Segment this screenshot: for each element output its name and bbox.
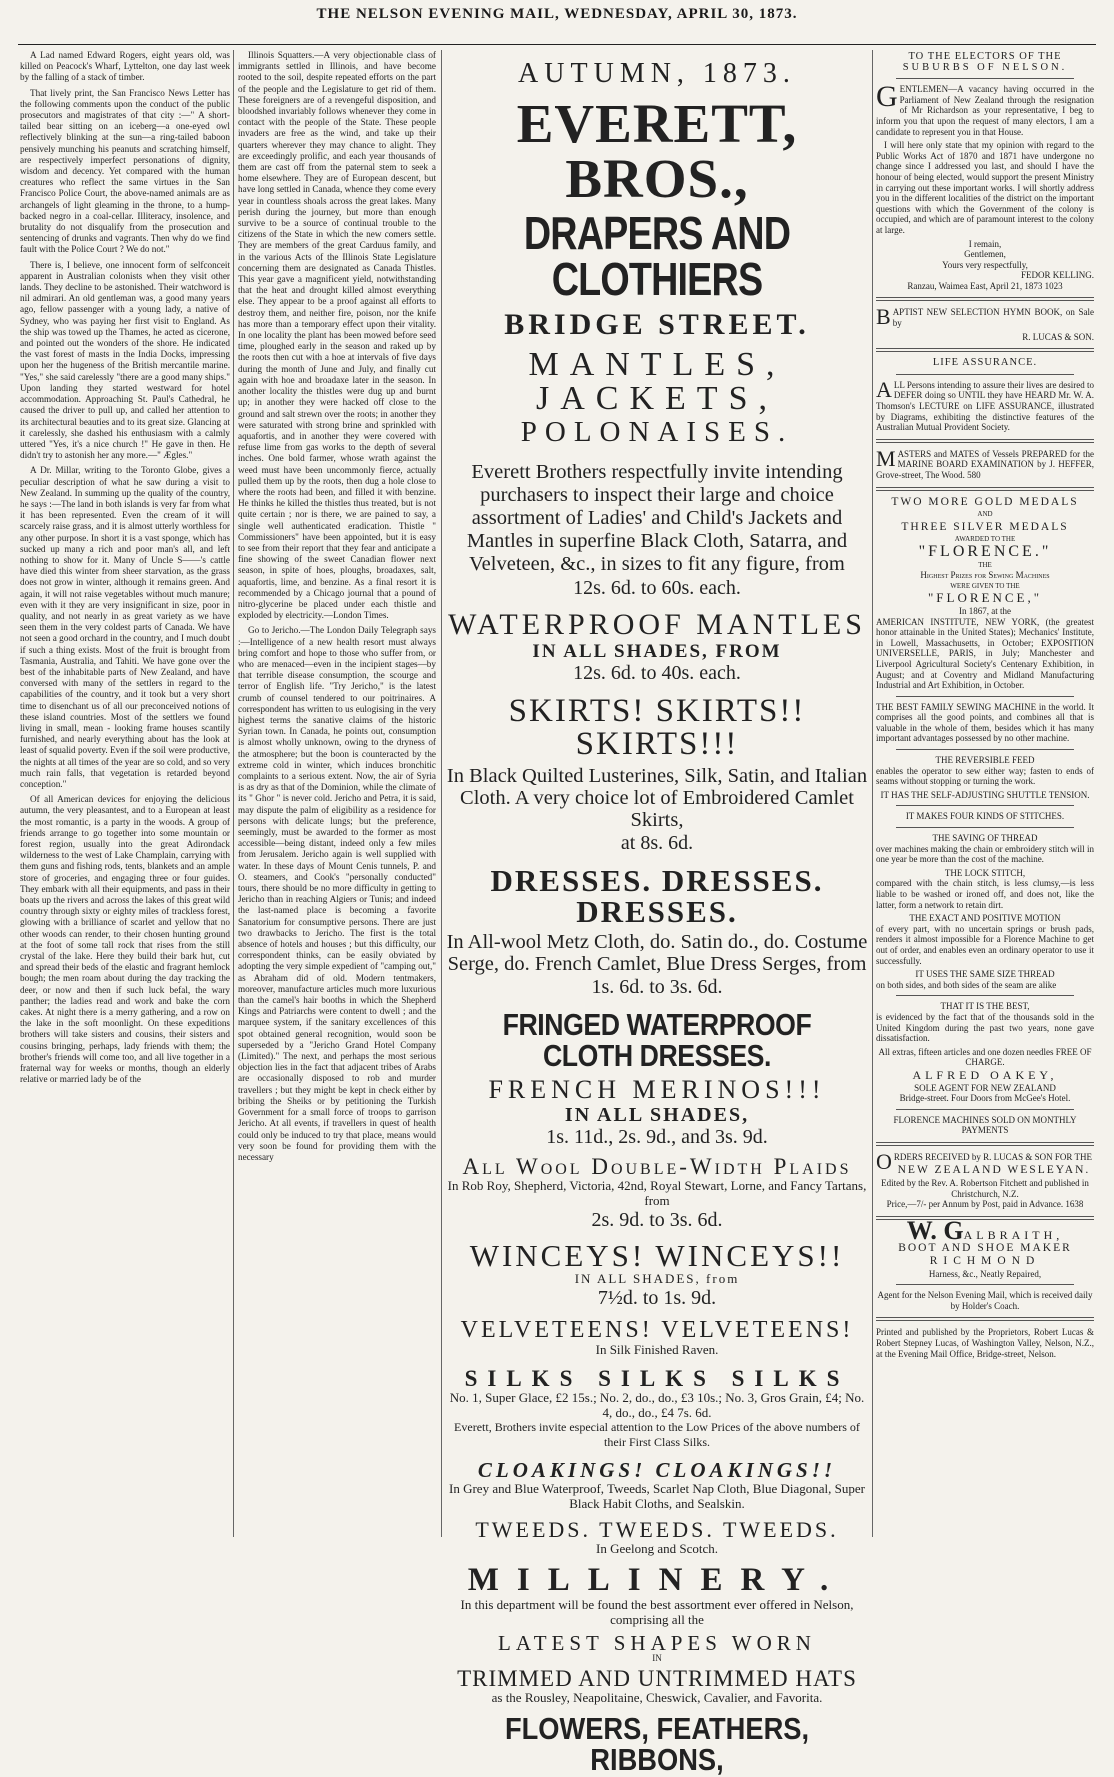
everett-advertisement [446, 50, 868, 1777]
column-divider [872, 50, 873, 1537]
price: Price,—7/- per Annum by Post, paid in Advance. 1638 [886, 1199, 1084, 1210]
drop-cap: A [876, 376, 892, 402]
column-2 [238, 50, 436, 1539]
ad-latest-shapes: LATEST SHAPES WORN [498, 1631, 816, 1655]
baptist-text: APTIST NEW SELECTION HYMN BOOK, on Sale by [892, 307, 1094, 329]
the-label: THE [978, 560, 992, 569]
electors-signer: FEDOR KELLING. [1021, 270, 1094, 281]
ad-plaids-price: 2s. 9d. to 3s. 6d. [591, 1209, 723, 1231]
ad-drapers: DRAPERS AND CLOTHIERS [523, 207, 791, 305]
divider [876, 1317, 1094, 1321]
wesleyan: NEW ZEALAND WESLEYAN. [897, 1164, 1091, 1177]
ad-intro: Everett Brothers respectfully invite intending purchasers to inspect their large and choice assortment of Ladies' and Child's Jackets and Mantles in superfine Black Cloth, Satarra, and Velveteen, &c., in sizes to fit any figure, from [466, 461, 848, 575]
same-text: on both sides, and both sides of the seam are alike [876, 979, 1057, 990]
electors-yours: Yours very respectfully, [942, 259, 1028, 270]
ad-winceys-shades: IN ALL SHADES, from [574, 1271, 740, 1286]
divider [896, 827, 1074, 828]
same-heading: IT USES THE SAME SIZE THREAD [915, 969, 1055, 980]
lock-heading: THE LOCK STITCH, [944, 867, 1026, 878]
that-heading: THAT IT IS THE BEST, [940, 1001, 1030, 1012]
ad-french-shades: IN ALL SHADES, [564, 1104, 750, 1126]
ad-waterproof-price: 12s. 6d. to 40s. each. [573, 662, 741, 684]
ad-dresses: DRESSES. DRESSES. DRESSES. [490, 863, 824, 929]
ad-tweeds-body: In Geelong and Scotch. [595, 1541, 719, 1556]
reversible-text: enables the operator to sew either way; fasten to ends of seams without stopping or turning the work. [876, 765, 1094, 787]
news-item-rogers: A Lad named Edward Rogers, eight years old, was killed on Peacock's Wharf, Lyttelton, one day last week by the falling of a stack of timber. [20, 50, 230, 83]
electors-heading: TO THE ELECTORS OF THE [908, 51, 1062, 62]
ad-millinery-body: In this department will be found the best assortment ever offered in Nelson, comprising all the [460, 1597, 854, 1627]
column-1 [20, 50, 230, 1539]
divider [896, 374, 1074, 375]
ad-french-merinos: FRENCH MERINOS!!! [488, 1075, 826, 1104]
ad-polonaises: POLONAISES. [520, 416, 794, 448]
florence-title-2: "FLORENCE," [927, 590, 1043, 606]
news-item-dr-millar: A Dr. Millar, writing to the Toronto Globe, gives a peculiar description of what he saw during a visit to New Zealand. In summing up the quality of the country, he says :—The land in both islands is very far from what it has been represented. Even the cream of it will scarcely raise grass, and it is almost utterly worthless for any other purpose. In short it is a vast sponge, which has sucked up many a rich and poor man's all, and left nothing to show for it. Many of Uncle S——'s cattle have died this winter from sheer starvation, as the grass does not grow in winter, although it remains green. And again, it will not raise vegetables without much manure; even with it they are very insignificant in size, poor in quality, and not nearly in as great variety as we have seen them in the very coldest parts of Canada. We have not seen a good orchard in the country, and I much doubt if such a thing exists. Most of the fruit is brought from Tasmania, Australia, and Tahiti. We have gone over the best of the inhabitable parts of New Zealand, and have conversed with many of the settlers in regard to the capabilities of the country, and it took but a very short time to disenchant us of all our preconceived notions of these island countries. Most of the settlers we found living in small, mean - looking frame houses scantily furnished, and nearly everything about has the look at least of squalid poverty. Even if the soil were productive, the nights at all times of the year are so cold, and so very much rain falls, that vegetation is retarded beyond conception." [20, 465, 230, 789]
harness: Harness, &c., Neatly Repaired, [928, 1268, 1042, 1279]
life-notice [876, 376, 1094, 433]
masters-text: ASTERS and MATES of Vessels PREPARED for the MARINE BOARD EXAMINATION by J. HEFFER, Grove-street, The Wood. 580 [876, 448, 1094, 480]
ad-all-shades: IN ALL SHADES, FROM [532, 641, 782, 662]
ad-dresses-body: In All-wool Metz Cloth, do. Satin do., do. Costume Serge, do. French Camlet, Blue Dress Serges, from [446, 931, 868, 975]
that-text: is evidenced by the fact that of the thousands sold in the United Kingdom during the past two years, none gave dissatisfaction. [876, 1011, 1094, 1044]
ad-skirts: SKIRTS! SKIRTS!! SKIRTS!!! [508, 693, 806, 762]
drop-cap: B [876, 304, 891, 330]
divider [876, 297, 1094, 301]
sole-agent: SOLE AGENT FOR NEW ZEALAND [914, 1082, 1056, 1093]
news-item-illinois-squatters: Illinois Squatters.—A very objectionable class of immigrants settled in Illinois, and have become rooted to the soil, despite repeated efforts on the part of the people and the Legislature to get rid of them. These foreigners are of a revengeful disposition, and bloodshed invariably follows whenever they come in contact with the people of the State. These people invaders are free as the wind, and take up their quarters wherever they may chance to alight. They are exceedingly prolific, and each year thousands of them are cast off from the paternal stem to seek a home elsewhere. They are of European descent, but have long settled in Canada, whence they come every year in countless shoals across the great lakes. Many perish during the journey, but more than enough survive to be a source of continual trouble to the citizens of the State in which the new comers settle. They are members of the great Carduus family, and in the various Acts of the Illinois State Legislature concerning them are designated as Canada Thistles. This year gave a magnificent yield, notwithstanding that the heat and drought killed almost everything else. They appear to be a proof against all efforts to destroy them, and neither fire, poison, nor the knife has more than a temporary effect upon their vitality. In one locality the plant has been mowed before seed time, ploughed early in the season and raked up by the roots then cut with a hoe at intervals of five days during the month of June and July, and finally cut again with hoe and broadaxe later in the season. In another locality the thistles were dug up and burnt up; in another they were hacked off close to the ground and salt strewn over the roots; in another they were saturated with strong brine and sprinkled with aquafortis, and in another they were covered with refuse lime from gas works to the depth of several inches. One bold farmer, whose wrath against the weed must have been uncommonly fierce, actually pulled them up by the roots, then dug a hole close to where the roots had been, and filled it with benzine. He thinks he killed the thistles thus treated, but is not quite certain ; nor is there, we are pained to say, a single well authenticated eradication. Thistle " Commissioners" have been appointed, but it is easy to see from their report that they fear and anticipate a fine showing of the sweet Canadian flower next season, in spite of hoes, ploughs, broadaxes, salt, aquafortis, lime, and benzine. As a final resort it is recommended by a Chicago journal that a pound of nitro-glycerine be placed under each thistle and exploded by electricity.—London Times. [238, 50, 436, 621]
galbraith-line [876, 1215, 1094, 1245]
ad-cloakings-body: In Grey and Blue Waterproof, Tweeds, Scarlet Nap Cloth, Blue Diagonal, Super Black Habit Cloths, and Sealskin. [449, 1481, 865, 1511]
awarded: AWARDED TO THE [954, 535, 1016, 544]
medals-and: AND [977, 510, 993, 519]
four-stitches: IT MAKES FOUR KINDS OF STITCHES. [905, 811, 1065, 822]
institute-text: AMERICAN INSTITUTE, NEW YORK, (the greatest honor attainable in the United States); Mechanics' Institute, in Lowell, Massachusetts, in October; EXPOSITION UNIVERSELLE, PARIS, in July; Manchester and Liverpool Agricultural Society's Centenary Exhibition, in August; and at Coventry and Midland Manufacturing Industrial and Art Exhibition, in October. [876, 616, 1094, 691]
baptist-seller: R. LUCAS & SON. [1022, 331, 1094, 342]
medals-line-1: TWO MORE GOLD MEDALS [891, 495, 1079, 508]
news-item-australian-colonists: There is, I believe, one innocent form of selfconceit apparent in Australian colonists when they visit other lands. They decline to be astonished. Their watchword is nil admirari. An old gentleman was, a good many years ago, fellow passenger with a young lady, a native of Sydney, who was paying her first visit to England. As the ship was towed up the Thames, he acted as cicerone, and pointed out the wonders of the shore. He indicated the vast forest of masts in the India Docks, impressing upon her the hugeness of the British mercantile marine. "Yes," she said carelessly "there are a good many ships." Upon landing they started westward for hotel accommodation. Approaching St. Paul's Cathedral, he caused the driver to pull up, and called her attention to its architectural beauties and to its great size. Glancing at it carelessly, she dashed his enthusiasm with a calmly uttered "Yes, it's a nice church !" He gave in then. He didn't try to astonish her any more.—" Ægles." [20, 259, 230, 461]
divider [896, 1109, 1074, 1110]
florence-machines: FLORENCE MACHINES SOLD ON MONTHLY PAYMENTS [893, 1114, 1077, 1136]
ad-flowers: FLOWERS, FEATHERS, RIBBONS, [504, 1711, 810, 1777]
ad-winceys: WINCEYS! WINCEYS!! [469, 1238, 845, 1273]
given: WERE GIVEN TO THE [950, 581, 1020, 590]
agent-mail: Agent for the Nelson Evening Mail, which is received daily by Holder's Coach. [877, 1290, 1093, 1311]
highest-prizes: Highest Prizes for Sewing Machines [920, 570, 1050, 581]
electors-paragraph-2: I will here only state that my opinion with regard to the Public Works Act of 1870 and 1871 have undergone no change since I addressed you last, and should I have the honour of being elected, would support the present Ministry in carrying out these important works. I will shortly address you in the different localities of the district on the important questions with which the Government of the colony is occupied, and which are of paramount interest to the colony at large. [876, 140, 1094, 235]
divider [896, 749, 1074, 750]
divider [876, 439, 1094, 443]
ad-intro-price: 12s. 6d. to 60s. each. [573, 577, 741, 599]
column-divider [233, 50, 234, 1537]
divider [896, 696, 1074, 697]
printed-by: Printed and published by the Proprietors, Robert Lucas & Robert Stepney Lucas, of Washington Valley, Nelson, N.Z., at the Evening Mail Office, Bridge-street, Nelson. [876, 1327, 1094, 1359]
top-rule [18, 44, 1096, 45]
ad-silks: SILKS SILKS SILKS [464, 1366, 850, 1391]
exact-heading: THE EXACT AND POSITIVE MOTION [909, 913, 1061, 924]
ad-trimmed-hats: TRIMMED AND UNTRIMMED HATS [457, 1666, 857, 1691]
divider [876, 487, 1094, 491]
ad-tweeds: TWEEDS. TWEEDS. TWEEDS. [475, 1517, 839, 1542]
ad-velveteens: VELVETEENS! VELVETEENS! [460, 1317, 854, 1343]
edited: Edited by the Rev. A. Robertson Fitchett and published in Christchurch, N.Z. [881, 1178, 1089, 1199]
news-item-go-to-jericho: Go to Jericho.—The London Daily Telegraph says :—Intelligence of a new health resort must always bring comfort and hope to those who suffer from, or who are menaced—even in the incipient stages—by that terrible disease consumption, the scourge and terror of English life. "Try Jericho," is the latest crumb of counsel tendered to our poitrinaires. A correspondent has written to us eulogising in the very highest terms the sanative claims of the historic Syrian town. In Canada, he points out, consumption is almost wholly unknown, owing to the dryness of the atmosphere; but the boon is counteracted by the extreme cold in winter, which induces bronchitic complaints to a serious extent. Now, the air of Syria is as dry as that of the Dominion, while the climate of its " Ghor " is never cold. Jericho and Petra, it is said, may dispute the palm of eligibility as a residence for persons with delicate lungs; but the preference, seemingly, must be awarded to the former as most accessible—being distant, indeed only a few miles from Jerusalem. Jericho again is well supplied with water. In these days of Mount Cenis tunnels, P. and O. steamers, and Cook's "personally conducted" tours, there should be no more difficulty in getting to Jericho than in reaching Algiers or Tunis; and indeed the last-named place is becoming a favorite Sanatorium for consumptive persons. There are just two drawbacks to Jericho. The first is the total absence of hotels and houses ; but this difficulty, our correspondent thinks, can be easily obviated by adopting the very simple expedient of "camping out," as Abraham did of old. Modern tentmakers, moreover, manufacture articles much more luxurious than the camel's hair booths in which the Shepherd Kings and Patriarchs were content to dwell ; and the marquee system, if the sanitary excellences of this spot obtained general recognition, would soon be superseded by a "Jericho Grand Hotel Company (Limited)." The next, and perhaps the most serious objection lies in the fact that adjacent tribes of Arabs are occasionally disposed to rob and murder travellers ; but they might be kept in check either by bribing the Sheiks or by petitioning the Turkish Government for a small force of troops to garrison Jericho. At all events, if travellers in quest of health could only be induced to try that place, means would very soon be found for providing them with the necessary [238, 625, 436, 1162]
electors-remain: I remain, [968, 238, 1002, 249]
galbraith-name: ALBRAITH, [963, 1227, 1064, 1242]
lock-text: compared with the chain stitch, is less clumsy,—is less liable to be washed or ironed off, and does not, like the latter, form a network to retain dirt. [876, 878, 1094, 910]
electors-paragraph-1 [876, 80, 1094, 137]
divider [896, 78, 1074, 79]
drop-cap: O [876, 1148, 892, 1174]
divider [876, 1142, 1094, 1146]
medals-line-2: THREE SILVER MEDALS [901, 520, 1069, 533]
ad-millinery: MILLINERY. [467, 1562, 847, 1598]
drop-cap: G [876, 80, 898, 114]
richmond: RICHMOND [929, 1255, 1041, 1268]
saving-heading: THE SAVING OF THREAD [932, 833, 1038, 844]
ad-cloakings: CLOAKINGS! CLOAKINGS!! [477, 1458, 837, 1482]
column-4 [876, 50, 1094, 1539]
best-text: THE BEST FAMILY SEWING MACHINE in the world. It comprises all the good points, and combines all that is valuable in the whole of them, besides which it has many important advantages possessed by no other machine. [876, 701, 1094, 744]
ad-silks-body: No. 1, Super Glace, £2 15s.; No. 2, do., do., £3 10s.; No. 3, Gros Grain, £4; No. 4, do., do., £4 7s. 6d. [449, 1390, 865, 1420]
ad-plaids: All Wool Double-Width Plaids [462, 1154, 852, 1179]
ad-autumn: AUTUMN, 1873. [518, 58, 796, 89]
masthead: THE NELSON EVENING MAIL, WEDNESDAY, APRIL 30, 1873. [316, 6, 798, 22]
ad-everett-title: EVERETT, BROS., [516, 93, 798, 209]
exact-text: of every part, with no uncertain springs or brush pads, renders it almost impossible for a Florence Machine to get out of order, and enables even an ordinary operator to use it successfully. [876, 923, 1094, 966]
ad-bridge-street: BRIDGE STREET. [504, 308, 810, 341]
electors-dateline: Ranzau, Waimea East, April 21, 1873 1023 [907, 280, 1063, 291]
ad-latest-in: IN [652, 1653, 662, 1663]
divider [896, 1284, 1074, 1285]
electors-subheading: SUBURBS OF NELSON. [902, 61, 1068, 73]
ad-trimmed-body: as the Rousley, Neapolitaine, Cheswick, Cavalier, and Favorita. [491, 1690, 823, 1705]
life-heading: LIFE ASSURANCE. [932, 357, 1038, 369]
florence-title: "FLORENCE." [918, 542, 1052, 560]
ad-winceys-price: 7½d. to 1s. 9d. [597, 1287, 717, 1309]
ad-skirts-price: at 8s. 6d. [620, 832, 694, 854]
life-text: LL Persons intending to assure their lives are desired to DEFER doing so UNTIL they have HEARD Mr. W. A. Thomson's LECTURE on LIFE ASSURANCE, illustrated by Diagrams, exhibiting the distinctive features of the Australian Mutual Provident Society. [876, 379, 1094, 433]
column-divider [441, 50, 442, 1537]
in-1867: In 1867, at the [959, 605, 1011, 616]
drop-cap: M [876, 445, 896, 471]
divider [876, 348, 1094, 352]
divider [896, 805, 1074, 806]
shuttle-heading: IT HAS THE SELF-ADJUSTING SHUTTLE TENSION. [880, 789, 1090, 800]
news-item-san-francisco: That lively print, the San Francisco News Letter has the following comments upon the conduct of the public prosecutors and magistrates of that city :—" A short-tailed bear sitting on an iceberg—a one-eyed owl reflectively blinking at the sun—a ring-tailed baboon pensively munching his peanuts and scratching himself, are respectively imperfect personations of dignity, wisdom and decency. Yet compared with the human creatures who reflect the same virtues in the San Francisco Police Court, the above-named animals are as archangels of light gleaming in the throne, to a hump-backed negro in a coal-cellar. Illiteracy, insolence, and brutality do not disqualify from the prosecution and sentencing of drunks and vagrants. Then why do we find fault with the Police Court ? We do not." [20, 87, 230, 255]
ad-dresses-price: 1s. 6d. to 3s. 6d. [591, 976, 723, 998]
galbraith-initial: W. G [906, 1215, 964, 1245]
masters-notice [876, 445, 1094, 481]
reversible-heading: THE REVERSIBLE FEED [935, 755, 1035, 766]
saving-text: over machines making the chain or embroidery stitch will in one year be more than the cost of the machine. [876, 843, 1094, 865]
ad-mantles: MANTLES, JACKETS, [528, 346, 786, 417]
electors-text-1: ENTLEMEN—A vacancy having occurred in the Parliament of New Zealand through the resignation of Mr Richardson as your representative, I beg to inform you that upon the request of many electors, I am a candidate to represent you in that House. [876, 84, 1094, 137]
ad-fringed: FRINGED WATERPROOF CLOTH DRESSES. [502, 1007, 812, 1073]
electors-gentlemen: Gentlemen, [964, 249, 1006, 260]
extras-text: All extras, fifteen articles and one dozen needles FREE OF CHARGE. [878, 1046, 1092, 1068]
divider [896, 995, 1074, 996]
oakey: ALFRED OAKEY, [912, 1067, 1058, 1082]
ad-waterproof: WATERPROOF MANTLES [448, 608, 866, 641]
ad-velveteens-body: In Silk Finished Raven. [595, 1342, 719, 1357]
bridge-street-address: Bridge-street. Four Doors from McGee's Hotel. [899, 1093, 1071, 1104]
ad-silks-note: Everett, Brothers invite especial attention to the Low Prices of the above numbers of their First Class Silks. [454, 1420, 860, 1449]
ad-french-price: 1s. 11d., 2s. 9d., and 3s. 9d. [546, 1126, 768, 1148]
ad-plaids-body: In Rob Roy, Shepherd, Victoria, 42nd, Royal Stewart, Lorne, and Fancy Tartans, from [447, 1178, 867, 1208]
orders-text: RDERS RECEIVED by R. LUCAS & SON FOR THE [893, 1151, 1092, 1162]
boot-maker: BOOT AND SHOE MAKER [898, 1242, 1072, 1255]
baptist-notice [876, 304, 1094, 330]
ad-skirts-body: In Black Quilted Lusterines, Silk, Satin, and Italian Cloth. A very choice lot of Embroidered Camlet Skirts, [446, 765, 868, 831]
news-item-american-autumn: Of all American devices for enjoying the delicious autumn, the very pleasantest, and to a European at least the most romantic, is a party in the woods. A group of friends arrange to go together into some mountain or forest region, usually into the great Adirondack wilderness to the west of Lake Champlain, carrying with them guns and fishing rods, tents, blankets and an ample store of groceries, and engaging three or four guides. They embark with all their equipments, and pass in their boats up the rivers and across the lakes of this great wild country through sixty or eighty miles of trackless forest, glowing with a brilliance of scarlet and yellow that no other woods can render, to their chosen hunting ground at the foot of some tall rock that rises from the still crystal of the lake. Here they build their bark hut, cut and spread their beds of the elastic and fragrant hemlock bough; the men roam about during the day tracking the deer, or now and then if such luck befal, the wary panther; the ladies read and work and bake the corn cakes. At night there is a merry gathering, and a row on the lake in the soft moonlight. On these expeditions brothers will take sisters and cousins, their sisters and cousins bringing, perhaps, lady friends with them; the brother's friends will come too, and all live together in a fraternal way for weeks or months, though an elderly relative or married lady be of the [20, 794, 230, 1085]
